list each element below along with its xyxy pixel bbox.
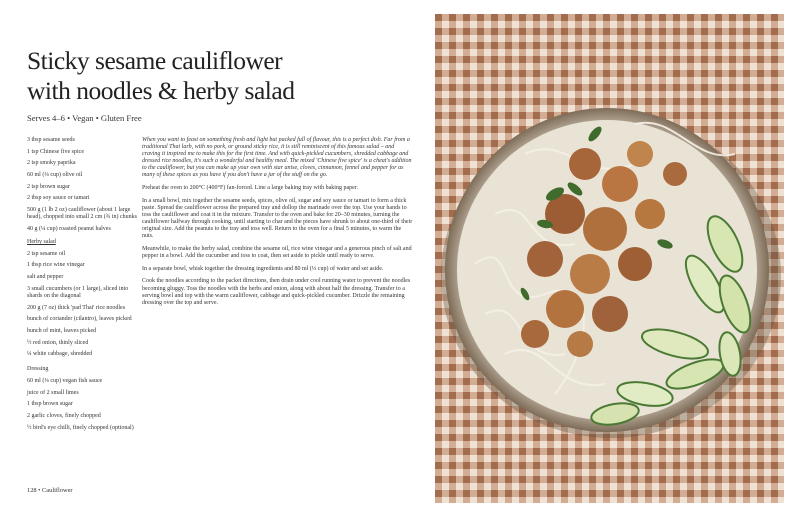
method-text — [142, 137, 414, 312]
ingredient-item: 1 tbsp rice wine vinegar — [27, 262, 85, 269]
recipe-title — [27, 46, 407, 106]
ingredient-item: 2 tsp sesame oil — [27, 250, 66, 257]
method-step: Cook the noodles according to the packet directions, then drain under cool running water to prevent the noodles becoming gluggy. Toss the noodles with the herbs and onion, along with about half the dressing. Transfer to a serving bowl and top with the warm cauliflower, cabbage and quick-pickled cucumber. Drizzle the remaining dressing over the top and serve. — [142, 278, 411, 306]
method-step: Meanwhile, to make the herby salad, combine the sesame oil, rice wine vinegar and a generous pinch of salt and pepper in a bowl. Add the cucumber and toss to coat, then set aside to pickle until ready to serve. — [142, 246, 412, 260]
recipe-subtitle: Serves 4–6 • Vegan • Gluten Free — [27, 113, 142, 123]
method-step: Preheat the oven to 200°C (400°F) fan-forced. Line a large baking tray with baking paper. — [142, 185, 358, 192]
ingredient-item: ½ red onion, thinly sliced — [27, 339, 89, 346]
ingredient-item: 60 ml (¼ cup) vegan fish sauce — [27, 378, 103, 385]
title-line-2: with noodles & herby salad — [27, 76, 295, 105]
ingredients-main — [27, 137, 139, 233]
ingredient-item: 60 ml (¼ cup) olive oil — [27, 172, 83, 179]
herby-salad-heading: Herby salad — [27, 239, 56, 245]
ingredient-item: juice of 2 small limes — [27, 389, 79, 396]
page-footer: 128 • Cauliflower — [27, 487, 73, 494]
ingredient-item: 200 g (7 oz) thick 'pad Thai' rice noodles — [27, 304, 126, 311]
ingredient-item: 40 g (¼ cup) roasted peanut halves — [27, 225, 111, 232]
ingredient-item: ½ bird's eye chilli, finely chopped (optional) — [27, 424, 134, 431]
ingredient-item: 2 garlic cloves, finely chopped — [27, 413, 101, 420]
food-photo — [435, 14, 784, 503]
recipe-intro: When you want to feast on something fresh and light but packed full of flavour, this is a perfect dish. Far from a traditional Thai larb, with no pork, or ground sticky rice, it is still reminiscent of this famous salad – and craving it inspired me to make this for the first time. And with quick-pickled cucumbers, shredded cabbage and dressed rice noodles, it's such a wonderful and healthy meal. The mixed 'Chinese five spice' is a cheat's addition to the cauliflower, but you can make up your own with star anise, cloves, cinnamon, fennel and pepper for as many of these spices as you have if you don't have a jar of the stuff on the go. — [142, 137, 412, 179]
ingredient-item: 500 g (1 lb 2 oz) cauliflower (about 1 large head), chopped into small 2 cm (¾ in) chunks — [27, 207, 137, 221]
ingredient-item: 1 tsp Chinese five spice — [27, 148, 84, 155]
method-step: In a separate bowl, whisk together the dressing ingredients and 80 ml (⅓ cup) of water and set aside. — [142, 265, 384, 272]
ingredient-item: 2 tsp brown sugar — [27, 183, 70, 190]
ingredient-item: salt and pepper — [27, 274, 64, 281]
ingredient-item: ¼ white cabbage, shredded — [27, 351, 93, 358]
ingredient-item: 3 tbsp sesame seeds — [27, 137, 75, 143]
method-step: In a small bowl, mix together the sesame seeds, spices, olive oil, sugar and soy sauce or tamari to form a thick paste. Spread the cauliflower across the prepared tray and dollop the marinade over the top. Use your hands to toss the cauliflower and coat it in the mixture. Transfer to the oven and bake for 20–30 minutes, turning the cauliflower halfway through cooking, until starting to char and the pieces have shrunk to about one-third of their original size. Add the peanuts to the tray and toss well. Return to the oven for a final 5 minutes, to warm the nuts. — [142, 197, 413, 240]
ingredient-item: bunch of coriander (cilantro), leaves picked — [27, 316, 132, 323]
ingredient-item: 2 tsp smoky paprika — [27, 160, 76, 167]
ingredient-item: 2 tbsp soy sauce or tamari — [27, 195, 90, 202]
title-line-1: Sticky sesame cauliflower — [27, 46, 283, 75]
ingredients-herby-salad — [27, 251, 139, 359]
ingredient-item: 3 small cucumbers (or 1 large), sliced into shards on the diagonal — [27, 285, 129, 299]
dressing-heading: Dressing — [27, 366, 49, 373]
ingredient-item: 1 tbsp brown sugar — [27, 401, 73, 408]
ingredient-item: bunch of mint, leaves picked — [27, 327, 97, 334]
ingredients-dressing — [27, 378, 139, 432]
method-steps — [142, 185, 414, 307]
ingredients-list — [27, 137, 139, 437]
